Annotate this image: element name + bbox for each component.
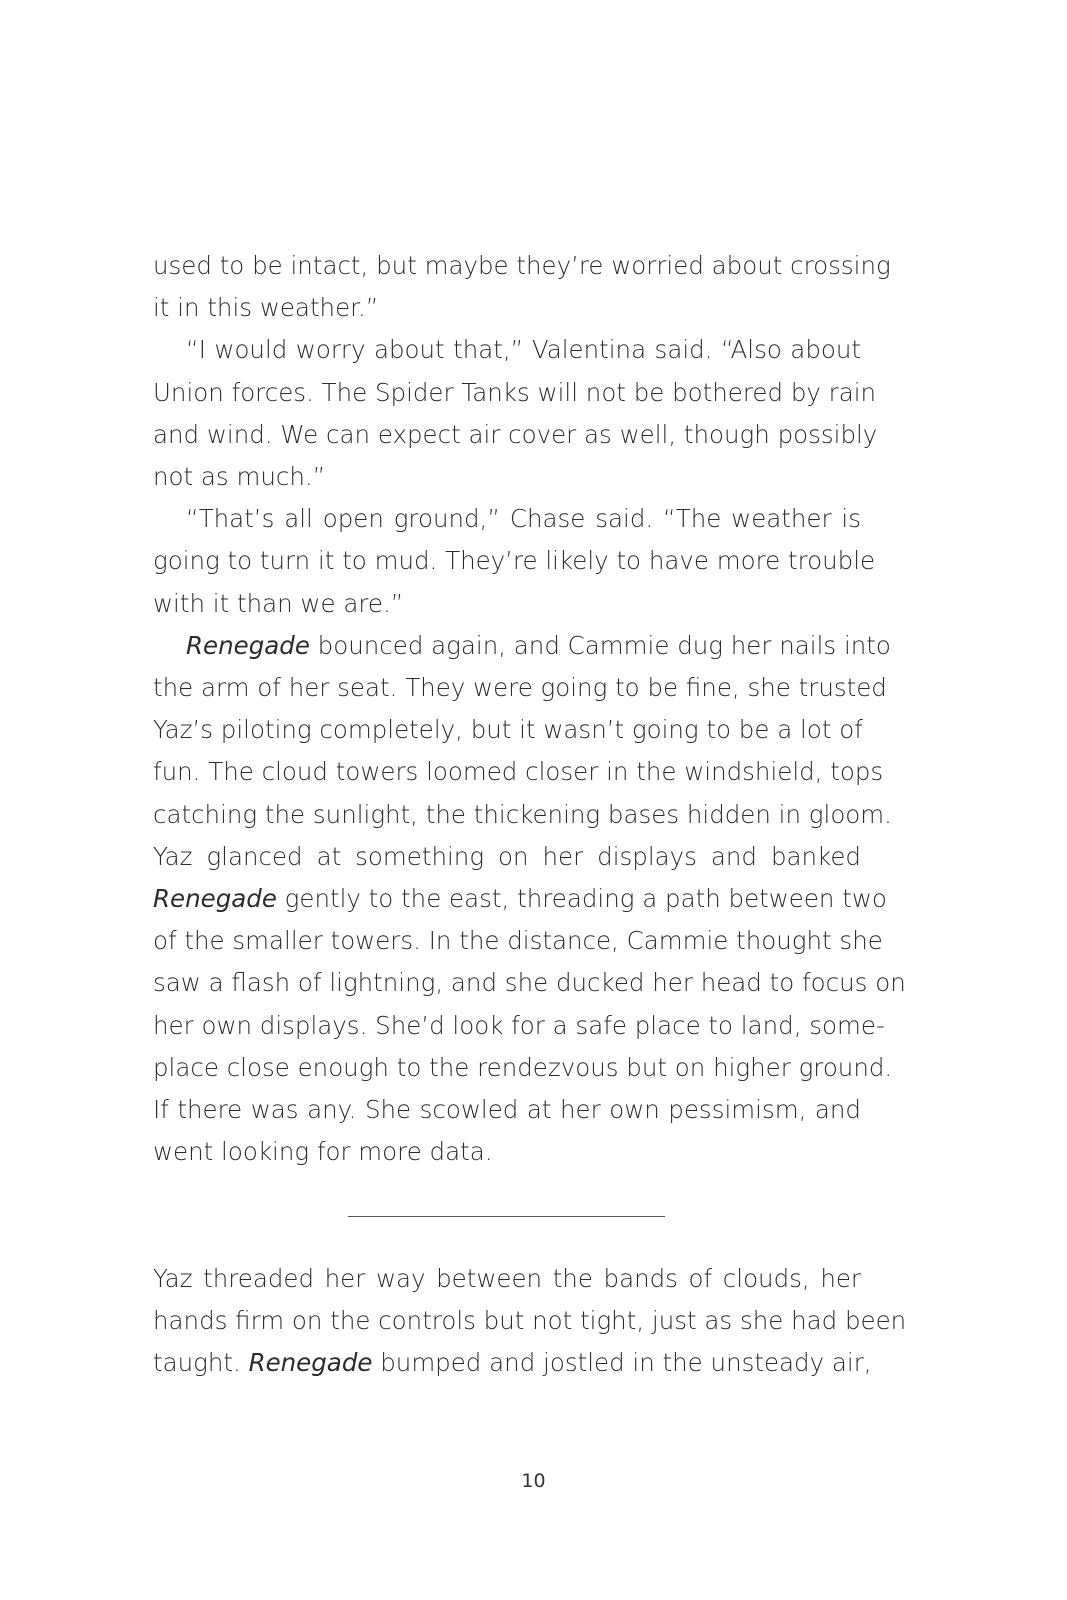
- text-block-2: [153, 1258, 907, 1385]
- text-line: going to turn it to mud. They’re likely to have more trouble: [153, 546, 876, 576]
- text-line: used to be intact, but maybe they’re worried about crossing: [153, 251, 891, 280]
- text-line: Renegade gently to the east, threading a path between two: [153, 884, 887, 914]
- text-line: saw a flash of lightning, and she ducked her head to focus on: [153, 968, 906, 998]
- text-line: Yaz threaded her way between the bands of clouds, her: [153, 1264, 861, 1293]
- text-line: taught. Renegade bumped and jostled in the unsteady air,: [153, 1348, 872, 1378]
- paragraph: [153, 245, 891, 329]
- text-line: it in this weather.”: [153, 293, 379, 323]
- text-line: fun. The cloud towers loomed closer in the windshield, tops: [153, 757, 884, 787]
- text-line: and wind. We can expect air cover as well, though possibly: [153, 419, 878, 449]
- text-line: If there was any. She scowled at her own pessimism, and: [153, 1095, 861, 1125]
- paragraph: [153, 625, 906, 1174]
- text-line: Union forces. The Spider Tanks will not be bothered by rain: [153, 377, 877, 407]
- text-line: Yaz glanced at something on her displays and banked: [153, 841, 861, 871]
- text-block-1: [153, 245, 906, 1173]
- text-line: with it than we are.”: [153, 588, 404, 618]
- text-line: Yaz’s piloting completely, but it wasn’t going to be a lot of: [153, 715, 863, 745]
- text-line: not as much.”: [153, 462, 326, 492]
- text-line: catching the sunlight, the thickening bases hidden in gloom.: [153, 799, 892, 829]
- text-line: hands firm on the controls but not tight, just as she had been: [153, 1306, 907, 1336]
- text-line: Renegade bounced again, and Cammie dug her nails into: [186, 630, 891, 660]
- text-line: place close enough to the rendezvous but on higher ground.: [153, 1052, 893, 1082]
- text-line: went looking for more data.: [153, 1137, 493, 1167]
- text-line: “I would worry about that,” Valentina said. “Also about: [186, 335, 861, 365]
- text-line: the arm of her seat. They were going to be fine, she trusted: [153, 673, 887, 703]
- paragraph: [153, 329, 878, 498]
- paragraph: [153, 498, 876, 625]
- scene-break-divider: [348, 1216, 665, 1217]
- paragraph: [153, 1258, 907, 1385]
- text-line: of the smaller towers. In the distance, Cammie thought she: [153, 926, 883, 956]
- text-line: “That’s all open ground,” Chase said. “The weather is: [186, 504, 861, 534]
- page-number: 10: [521, 1470, 546, 1492]
- text-line: her own displays. She’d look for a safe place to land, some-: [153, 1010, 885, 1040]
